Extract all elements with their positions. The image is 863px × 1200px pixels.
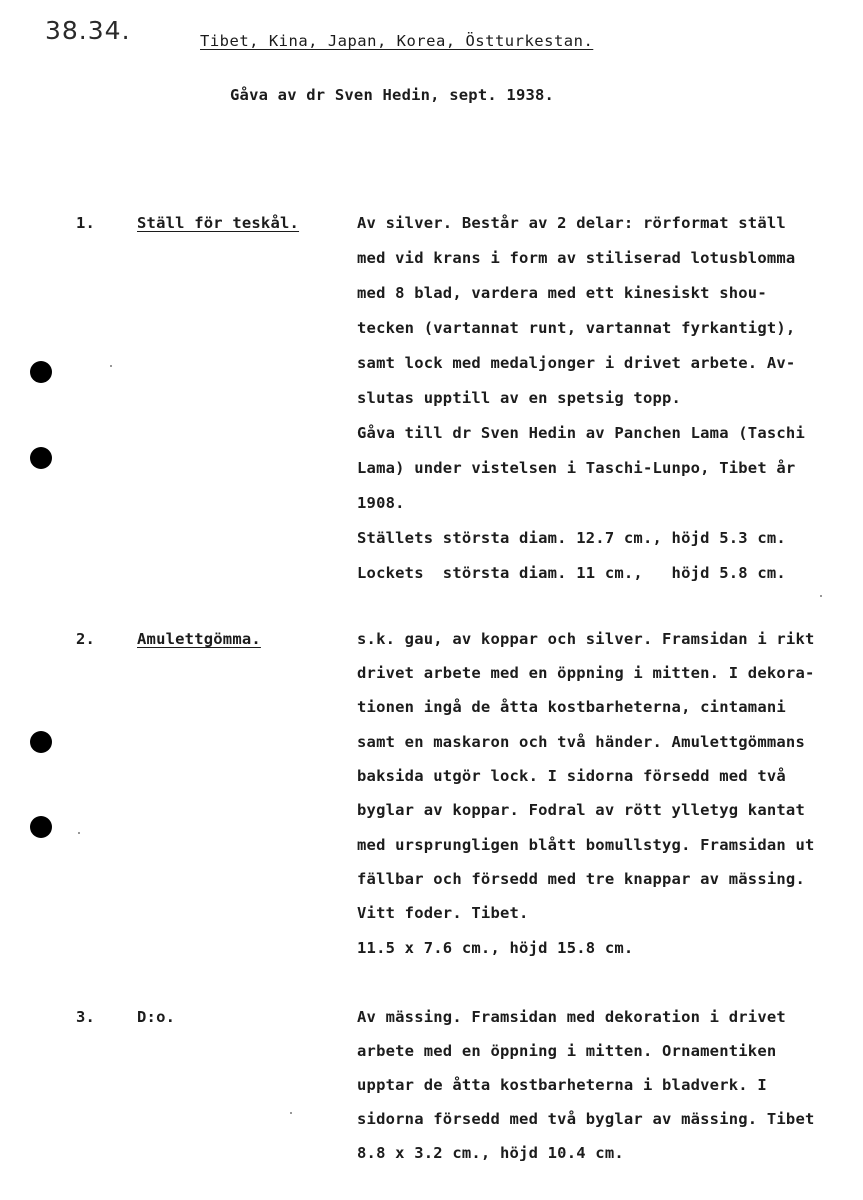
item-dimensions-line: 8.8 x 3.2 cm., höjd 10.4 cm. bbox=[357, 1144, 624, 1162]
item-description-line: tecken (vartannat runt, vartannat fyrkantigt), bbox=[357, 319, 796, 337]
item-description-line: baksida utgör lock. I sidorna försedd med två bbox=[357, 767, 786, 785]
paper-speck bbox=[78, 832, 80, 834]
item-description-line: Vitt foder. Tibet. bbox=[357, 904, 529, 922]
item-dimensions-line: Ställets största diam. 12.7 cm., höjd 5.3 cm. bbox=[357, 529, 786, 547]
item-description-line: med 8 blad, vardera med ett kinesiskt shou- bbox=[357, 284, 767, 302]
item-number: 3. bbox=[76, 1008, 96, 1026]
handwritten-catalog-number: 38.34. bbox=[45, 16, 131, 45]
donation-line: Gåva av dr Sven Hedin, sept. 1938. bbox=[230, 86, 555, 104]
punch-hole bbox=[30, 447, 52, 469]
paper-speck bbox=[290, 1112, 292, 1114]
item-description-line: Av silver. Består av 2 delar: rörformat ställ bbox=[357, 214, 786, 232]
item-description-line: med ursprungligen blått bomullstyg. Framsidan ut bbox=[357, 836, 815, 854]
item-description-line: 1908. bbox=[357, 494, 405, 512]
item-description-line: samt lock med medaljonger i drivet arbete. Av- bbox=[357, 354, 796, 372]
punch-hole bbox=[30, 361, 52, 383]
item-description-line: med vid krans i form av stiliserad lotusblomma bbox=[357, 249, 796, 267]
item-name: D:o. bbox=[137, 1008, 176, 1026]
item-description-line: upptar de åtta kostbarheterna i bladverk. I bbox=[357, 1076, 767, 1094]
item-name: Amulettgömma. bbox=[137, 630, 261, 648]
item-number: 2. bbox=[76, 630, 96, 648]
item-description-line: byglar av koppar. Fodral av rött ylletyg kantat bbox=[357, 801, 805, 819]
punch-hole bbox=[30, 816, 52, 838]
item-description-line: tionen ingå de åtta kostbarheterna, cintamani bbox=[357, 698, 786, 716]
item-number: 1. bbox=[76, 214, 96, 232]
item-description-line: arbete med en öppning i mitten. Ornamentiken bbox=[357, 1042, 777, 1060]
punch-hole bbox=[30, 731, 52, 753]
item-dimensions-line: 11.5 x 7.6 cm., höjd 15.8 cm. bbox=[357, 939, 634, 957]
regions-heading: Tibet, Kina, Japan, Korea, Östturkestan. bbox=[200, 32, 594, 50]
item-description-line: drivet arbete med en öppning i mitten. I dekora- bbox=[357, 664, 815, 682]
item-description-line: fällbar och försedd med tre knappar av mässing. bbox=[357, 870, 805, 888]
paper-speck bbox=[110, 365, 112, 367]
item-description-line: Gåva till dr Sven Hedin av Panchen Lama (Taschi bbox=[357, 424, 805, 442]
item-description-line: sidorna försedd med två byglar av mässing. Tibet bbox=[357, 1110, 815, 1128]
item-description-line: slutas upptill av en spetsig topp. bbox=[357, 389, 682, 407]
item-dimensions-line: Lockets största diam. 11 cm., höjd 5.8 cm. bbox=[357, 564, 786, 582]
item-description-line: s.k. gau, av koppar och silver. Framsidan i rikt bbox=[357, 630, 815, 648]
item-name: Ställ för teskål. bbox=[137, 214, 300, 232]
item-description-line: Av mässing. Framsidan med dekoration i drivet bbox=[357, 1008, 786, 1026]
paper-speck bbox=[820, 595, 822, 597]
item-description-line: Lama) under vistelsen i Taschi-Lunpo, Tibet år bbox=[357, 459, 796, 477]
item-description-line: samt en maskaron och två händer. Amulettgömmans bbox=[357, 733, 805, 751]
